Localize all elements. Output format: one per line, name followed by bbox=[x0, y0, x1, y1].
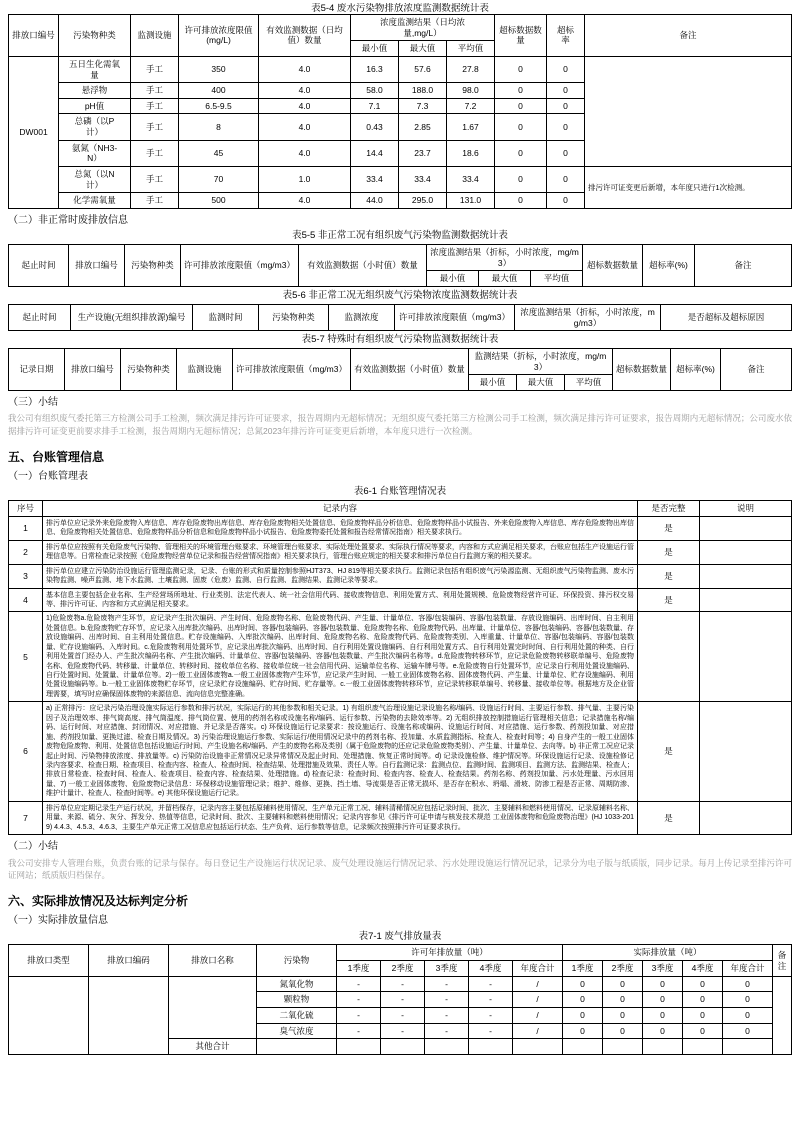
cell-permit-q3: - bbox=[425, 1023, 469, 1039]
th-remark: 备注 bbox=[773, 945, 792, 976]
th-permit-amount: 许可年排放量（吨） bbox=[337, 945, 563, 961]
cell-max: 57.6 bbox=[399, 56, 447, 82]
th-start-end: 起止时间 bbox=[9, 304, 71, 330]
cell-over-rate: 0 bbox=[547, 166, 585, 192]
cell-avg: 131.0 bbox=[447, 193, 495, 209]
cell-permit-q3: - bbox=[425, 976, 469, 992]
cell-pollutant: pH值 bbox=[59, 98, 131, 114]
cell-actual-q4: 0 bbox=[683, 1007, 723, 1023]
document-page bbox=[0, 3, 800, 1055]
cell-pollutant: 化学需氧量 bbox=[59, 193, 131, 209]
table-56-title: 表5-6 非正常工况无组织废气污染物浓度监测数据统计表 bbox=[282, 290, 518, 301]
cell-content: 排污单位应记录外来危险废物入库信息、库存危险废物出库信息、库存危险废物相关处置信息、危险废物样品分析信息、危险废物样品小试报告、外来危险废物入库信息、库存危险废物出库信息、危险废物相关处置信息、危险废物样品分析信息和危险废物样品小试报告、危险废物委托处置和报告经常情况指南）相关要求执行。 bbox=[43, 516, 638, 540]
cell-actual-q1: 0 bbox=[563, 1007, 603, 1023]
cell-over-rate: 0 bbox=[547, 83, 585, 99]
cell-complete: 是 bbox=[638, 516, 700, 540]
cell-permit-q4 bbox=[469, 1039, 513, 1055]
table-54-body bbox=[9, 56, 792, 208]
cell-permit-q1 bbox=[337, 1039, 381, 1055]
cell-valid: 4.0 bbox=[259, 114, 351, 140]
cell-over-count: 0 bbox=[495, 98, 547, 114]
table-row bbox=[9, 976, 792, 992]
cell-pollutant: 总氮（以N 计） bbox=[59, 166, 131, 192]
cell-over-rate: 0 bbox=[547, 56, 585, 82]
cell-limit: 400 bbox=[179, 83, 259, 99]
th-permit-q2: 2季度 bbox=[381, 961, 425, 977]
th-min: 最小值 bbox=[351, 41, 399, 57]
cell-actual-q4 bbox=[683, 1039, 723, 1055]
cell-permit-q4: - bbox=[469, 1007, 513, 1023]
th-limit: 许可排放浓度限值（mg/m3） bbox=[181, 245, 299, 287]
cell-valid: 4.0 bbox=[259, 98, 351, 114]
th-result: 浓度监测结果（折标，小时浓度，mg/m3） bbox=[515, 304, 661, 330]
cell-limit: 45 bbox=[179, 140, 259, 166]
cell-complete: 是 bbox=[638, 588, 700, 612]
cell-permit-q1: - bbox=[337, 992, 381, 1008]
cell-facility: 手工 bbox=[131, 166, 179, 192]
cell-actual-q2: 0 bbox=[603, 1007, 643, 1023]
table-61-title: 表6-1 台账管理情况表 bbox=[353, 486, 447, 498]
cell-facility: 手工 bbox=[131, 114, 179, 140]
cell-actual-year: 0 bbox=[723, 976, 773, 992]
cell-permit-year: / bbox=[513, 1007, 563, 1023]
th-source-code: 生产设施(无组织排放源)编号 bbox=[71, 304, 193, 330]
th-remark: 备注 bbox=[585, 15, 792, 57]
cell-limit: 500 bbox=[179, 193, 259, 209]
cell-actual-q4: 0 bbox=[683, 992, 723, 1008]
cell-remark: 排污许可证变更后新增，本年度只进行1次检测。 bbox=[585, 166, 792, 208]
cell-permit-year: / bbox=[513, 1023, 563, 1039]
cell-outlet-id: DW001 bbox=[9, 56, 59, 208]
cell-max: 33.4 bbox=[399, 166, 447, 192]
cell-actual-q1 bbox=[563, 1039, 603, 1055]
table-row bbox=[9, 588, 792, 612]
th-result: 监测结果（折标，小时浓度，mg/m3） bbox=[469, 349, 613, 375]
cell-avg: 98.0 bbox=[447, 83, 495, 99]
table-row bbox=[9, 56, 792, 82]
cell-avg: 7.2 bbox=[447, 98, 495, 114]
cell-other-total-label: 其他合计 bbox=[169, 1039, 257, 1055]
cell-pollutant: 氨氮（NH3- N） bbox=[59, 140, 131, 166]
th-outlet: 排放口编号 bbox=[9, 15, 59, 57]
th-actual-q3: 3季度 bbox=[643, 961, 683, 977]
th-outlet-type: 排放口类型 bbox=[9, 945, 89, 976]
cell-note bbox=[700, 540, 792, 564]
cell-over-count: 0 bbox=[495, 140, 547, 166]
cell-facility: 手工 bbox=[131, 193, 179, 209]
cell-over-count: 0 bbox=[495, 83, 547, 99]
table-row bbox=[9, 540, 792, 564]
th-pollutant: 污染物种类 bbox=[121, 349, 177, 391]
cell-permit-q2: - bbox=[381, 992, 425, 1008]
cell-permit-q3: - bbox=[425, 1007, 469, 1023]
table-55 bbox=[8, 244, 792, 287]
th-max: 最大值 bbox=[399, 41, 447, 57]
th-avg: 平均值 bbox=[565, 375, 613, 391]
th-outlet: 排放口编号 bbox=[65, 349, 121, 391]
th-avg: 平均值 bbox=[447, 41, 495, 57]
th-outlet-code: 排放口编码 bbox=[89, 945, 169, 976]
cell-note bbox=[700, 588, 792, 612]
cell-outlet-code bbox=[89, 976, 169, 1054]
cell-pollutant: 五日生化需氧 量 bbox=[59, 56, 131, 82]
cell-avg: 33.4 bbox=[447, 166, 495, 192]
table-55-title: 表5-5 非正常工况有组织废气污染物监测数据统计表 bbox=[292, 230, 508, 242]
th-limit: 许可排放浓度限值（mg/m3） bbox=[233, 349, 351, 391]
th-concentration: 监测浓度 bbox=[329, 304, 395, 330]
cell-no: 6 bbox=[9, 702, 43, 801]
cell-complete: 是 bbox=[638, 540, 700, 564]
cell-permit-q2 bbox=[381, 1039, 425, 1055]
cell-note bbox=[700, 801, 792, 834]
th-over-count: 超标数据数量 bbox=[495, 15, 547, 57]
table-61 bbox=[8, 500, 792, 835]
cell-permit-q2: - bbox=[381, 1007, 425, 1023]
cell-facility: 手工 bbox=[131, 140, 179, 166]
cell-min: 44.0 bbox=[351, 193, 399, 209]
cell-over-rate: 0 bbox=[547, 193, 585, 209]
cell-max: 295.0 bbox=[399, 193, 447, 209]
th-pollutant: 污染物种类 bbox=[259, 304, 329, 330]
th-over-rate: 超标率(%) bbox=[643, 245, 695, 287]
cell-over-count: 0 bbox=[495, 166, 547, 192]
section-5-sub-2: （二）小结 bbox=[8, 841, 58, 852]
th-exceed-reason: 是否超标及超标原因 bbox=[661, 304, 792, 330]
cell-actual-q1: 0 bbox=[563, 1023, 603, 1039]
th-permit-q3: 3季度 bbox=[425, 961, 469, 977]
section-abnormal-heading: （二）非正常时废排放信息 bbox=[8, 214, 128, 226]
cell-no: 5 bbox=[9, 612, 43, 702]
cell-min: 0.43 bbox=[351, 114, 399, 140]
cell-actual-q2: 0 bbox=[603, 1023, 643, 1039]
cell-complete: 是 bbox=[638, 564, 700, 588]
cell-actual-q3: 0 bbox=[643, 992, 683, 1008]
cell-actual-year: 0 bbox=[723, 1023, 773, 1039]
cell-permit-q1: - bbox=[337, 1007, 381, 1023]
section-5-summary: 我公司安排专人管理台账，负责台账的记录与保存。每日登记生产设施运行状况记录、废气处理设施运行情况记录、污水处理设施运行情况记录，记录分为电子版与纸质版，同步记录。每月上传记录至排污许可证网站；纸质版归档保存。 bbox=[8, 857, 792, 881]
th-outlet: 排放口编号 bbox=[69, 245, 125, 287]
cell-actual-q2: 0 bbox=[603, 976, 643, 992]
cell-content: 排污单位应建立污染防治设施运行管理监测记录，记录、台账的形式和质量控制参照HJT373、HJ 819等相关要求执行。监测记录包括有组织废气污染源监测、无组织废气污染物监测、废水污染物监测、噪声监测、地下水监测、土壤监测、固废（危废）监测、自行监测、监测结果、监测记录等要求。 bbox=[43, 564, 638, 588]
th-remark: 备注 bbox=[695, 245, 792, 287]
cell-pollutant: 颗粒物 bbox=[257, 992, 337, 1008]
cell-min: 33.4 bbox=[351, 166, 399, 192]
cell-actual-year: 0 bbox=[723, 1007, 773, 1023]
cell-pollutant: 总磷（以P 计） bbox=[59, 114, 131, 140]
th-facility: 监测设施 bbox=[131, 15, 179, 57]
cell-valid: 1.0 bbox=[259, 166, 351, 192]
cell-complete bbox=[638, 612, 700, 702]
th-avg: 平均值 bbox=[531, 271, 583, 287]
th-valid: 有效监测数据（日均值）数量 bbox=[259, 15, 351, 57]
th-actual-q4: 4季度 bbox=[683, 961, 723, 977]
th-content: 记录内容 bbox=[43, 501, 638, 517]
section-5-sub-1: （一）台账管理表 bbox=[8, 470, 88, 482]
cell-over-count: 0 bbox=[495, 114, 547, 140]
cell-min: 7.1 bbox=[351, 98, 399, 114]
cell-valid: 4.0 bbox=[259, 140, 351, 166]
th-max: 最大值 bbox=[479, 271, 531, 287]
section-6-heading: 六、实际排放情况及达标判定分析 bbox=[8, 894, 189, 908]
cell-content: 排污单位应定期记录生产运行状况，并留档保存，记录内容主要包括原辅料使用情况、生产单元正常工况、辅料清稀情况应包括记录时间、批次、主要辅料和燃料使用情况、记录原辅料名称、用量、来源、硫分、灰分、挥发分、热值等信息，记录时间、批次、主要辅料和燃料使用情况；记录内容参见《排污许可证申请与核发技术规范 工业固体废物和危险废物治理》(HJ 1033-2019) 4.4.3、4.5.3、4.6.3、主要生产单元正常工况信息应包括运行状态、生产负荷、运行参数等信息，记录频次按照排污许可证要求执行。 bbox=[43, 801, 638, 834]
cell-remark bbox=[585, 56, 792, 166]
th-max: 最大值 bbox=[517, 375, 565, 391]
th-valid: 有效监测数据（小时值）数量 bbox=[351, 349, 469, 391]
table-54 bbox=[8, 14, 792, 209]
cell-complete: 是 bbox=[638, 702, 700, 801]
th-complete: 是否完整 bbox=[638, 501, 700, 517]
cell-permit-q2: - bbox=[381, 1023, 425, 1039]
cell-permit-year: / bbox=[513, 976, 563, 992]
cell-permit-q1: - bbox=[337, 976, 381, 992]
th-actual-q1: 1季度 bbox=[563, 961, 603, 977]
th-valid: 有效监测数据（小时值）数量 bbox=[299, 245, 427, 287]
cell-actual-q1: 0 bbox=[563, 976, 603, 992]
table-row bbox=[9, 166, 792, 192]
cell-avg: 27.8 bbox=[447, 56, 495, 82]
th-permit-q1: 1季度 bbox=[337, 961, 381, 977]
th-record-date: 记录日期 bbox=[9, 349, 65, 391]
cell-complete: 是 bbox=[638, 801, 700, 834]
cell-no: 1 bbox=[9, 516, 43, 540]
cell-content: 基本信息主要包括企业名称、生产经营场所地址、行业类别、法定代表人、统一社会信用代码、接收废物信息、利用处置方式、利用处置规模、危险废物经营许可证、环保投资、排污权交易等、排污许可证、内容和方式应满足相关要求。 bbox=[43, 588, 638, 612]
th-remark: 备注 bbox=[721, 349, 792, 391]
cell-outlet-type bbox=[9, 976, 89, 1054]
cell-permit-q1: - bbox=[337, 1023, 381, 1039]
th-result: 浓度监测结果（折标，小时浓度，mg/m3） bbox=[427, 245, 583, 271]
table-57 bbox=[8, 348, 792, 391]
table-71-title: 表7-1 废气排放量表 bbox=[358, 930, 442, 942]
cell-actual-q4: 0 bbox=[683, 1023, 723, 1039]
cell-facility: 手工 bbox=[131, 83, 179, 99]
cell-pollutant: 二氧化硫 bbox=[257, 1007, 337, 1023]
th-actual-year: 年度合计 bbox=[723, 961, 773, 977]
th-facility: 监测设施 bbox=[177, 349, 233, 391]
cell-outlet-name bbox=[169, 976, 257, 1039]
cell-over-rate: 0 bbox=[547, 140, 585, 166]
th-outlet-name: 排放口名称 bbox=[169, 945, 257, 976]
th-min: 最小值 bbox=[427, 271, 479, 287]
th-limit: 许可排放浓度限值（mg/m3） bbox=[395, 304, 515, 330]
th-note: 说明 bbox=[700, 501, 792, 517]
th-result: 浓度监测结果（日均浓 量,mg/L） bbox=[351, 15, 495, 41]
cell-pollutant: 臭气浓度 bbox=[257, 1023, 337, 1039]
cell-pollutant: 氮氧化物 bbox=[257, 976, 337, 992]
table-57-title: 表5-7 特殊时有组织废气污染物监测数据统计表 bbox=[301, 334, 499, 346]
cell-actual-q2 bbox=[603, 1039, 643, 1055]
cell-content: 1)危险废物a.危险废物产生环节，应记录产生批次编码、产生时间、危险废物名称、危险废物代码、产生量、计量单位、容器/包装编码、容器/包装数量、存放设施编码、出库时间、自主利用处置信息。b.危险废物贮存环节，应记录入出库批次编码、出库时间、容器/包装编码、容器/包装数量、危险废物名称、危险废物代码、出库量、计量单位、容器/包装编码、容器/包装数量、存放设施编码、出库时间、自主利用处置信息。贮存设施编码、入库批次编码、出库时间、危险废物名称、危险废物代码、危险废物类别、入库重量、计量单位、容器/包装编码、容器/包装数量、贮存设施编码、入库时间。c.危险废物利用处置环节，应记录出库批次编码、出库时间、自行利用处置设施编码、自行利用处置方式、自行利用处置完时时间、自行利用处置的种类、自行利用处置首门经办人、产生批次编码名称、产生批次编码、计量单位、容器/包装编码、容器/包装数量、产生批次编码名称等。d.危险废物转移环节，应记录危险废物转移联单编号、危险废物名称、危险废物代码、转移量、计量单位、转移时间、接收单位名称、接收单位统一社会信用代码、运输单位名称、运输车牌号等。e.危险废物自行处置环节，应记录自行利用处置设施编码、自行处置时间、处置量、计量单位等。2)一般工业固体废物a.一般工业固体废物产生环节，应记录产生时间、一般工业固体废物名称、固体废物代码、产生量、计量单位、贮存设施编码、利用处置设施编码等。b.一般工业固体废物贮存环节，应记录贮存设施编码、贮存时间、贮存量等。c.一般工业固体废物转移环节，应记录转移联单编号、转移量、接收单位等。根据地方及企业管理需要，填写时应确保固体废物的来源信息、流向信息完整准确。 bbox=[43, 612, 638, 702]
cell-facility: 手工 bbox=[131, 98, 179, 114]
table-56 bbox=[8, 304, 792, 331]
table-54-title: 表5-4 废水污染物排放浓度监测数据统计表 bbox=[311, 3, 489, 12]
cell-no: 7 bbox=[9, 801, 43, 834]
cell-note bbox=[700, 612, 792, 702]
cell-content: 排污单位应按照有关危险废气污染物、管理相关的环境管理台账要求、环境管理台账要求、实际处理处置要求、实际执行情况等要求，内容和方式应满足相关要求，台账应包括生产设施运行管理信息等。日常检查记录按照《危险废物经营单位记录和报告经营情况指南》相关要求执行，管理台账应规定的相关要求和排污单位自行监测方案的相关要求。 bbox=[43, 540, 638, 564]
th-pollutant: 污染物种类 bbox=[125, 245, 181, 287]
cell-pollutant bbox=[257, 1039, 337, 1055]
cell-max: 23.7 bbox=[399, 140, 447, 166]
cell-over-rate: 0 bbox=[547, 98, 585, 114]
cell-permit-q2: - bbox=[381, 976, 425, 992]
table-row bbox=[9, 516, 792, 540]
cell-limit: 6.5-9.5 bbox=[179, 98, 259, 114]
cell-limit: 8 bbox=[179, 114, 259, 140]
th-over-count: 超标数据数量 bbox=[613, 349, 671, 391]
cell-valid: 4.0 bbox=[259, 83, 351, 99]
th-pollutant: 污染物种类 bbox=[59, 15, 131, 57]
cell-actual-q3: 0 bbox=[643, 1007, 683, 1023]
cell-permit-year: / bbox=[513, 992, 563, 1008]
cell-over-rate: 0 bbox=[547, 114, 585, 140]
cell-limit: 350 bbox=[179, 56, 259, 82]
cell-max: 188.0 bbox=[399, 83, 447, 99]
cell-remark bbox=[773, 976, 792, 1054]
cell-permit-q4: - bbox=[469, 976, 513, 992]
th-actual-amount: 实际排放量（吨） bbox=[563, 945, 773, 961]
cell-max: 7.3 bbox=[399, 98, 447, 114]
th-permit-q4: 4季度 bbox=[469, 961, 513, 977]
cell-permit-q3: - bbox=[425, 992, 469, 1008]
cell-permit-q3 bbox=[425, 1039, 469, 1055]
cell-min: 14.4 bbox=[351, 140, 399, 166]
cell-actual-q4: 0 bbox=[683, 976, 723, 992]
summary-paragraph: 我公司有组织废气委托第三方检测公司手工检测，频次满足排污许可证要求，报告周期内无超标情况；无组织废气委托第三方检测公司手工检测，频次满足排污许可证要求，报告周期内无超标情况；公司废水依据排污许可证变更前要求排手工检测，报告周期内无超标情况；总氮2023年排污许可证变更后新增，本年度只进行一次检测。 bbox=[8, 413, 792, 437]
cell-actual-q3: 0 bbox=[643, 1023, 683, 1039]
cell-over-count: 0 bbox=[495, 56, 547, 82]
th-pollutant: 污染物 bbox=[257, 945, 337, 976]
cell-min: 58.0 bbox=[351, 83, 399, 99]
cell-content: a) 正常排污：应记录污染治理设施实际运行参数和排污状况，实际运行的其他参数和相关记录。1) 有组织废气治理设施记录设施名称/编码、设施运行时间、主要运行参数、排气量、主要污染因子及治理效率、排气筒高度、排气筒温度、排气筒位置、使用的药剂名称或设施名称/编码、运行参数、污染物的去除效率等。2) 无组织排放控制措施运行管理相关信息；记录措施名称/编码、运行时间、对应措施、封闭情况、对应措施、并记录是否落实。c) 环保设施运行记录要求：按设施运行、设施名称或编码、设施运行时间、对应措施、运行参数、药剂投加量、对应措施、药剂投加量、更换过滤、检查日期及情况。3) 污染治理设施运行参数、实际运行/使用情况记录中的药剂名称、投加量、水质监测指标、检查人、检查时间等；4) 自身产生的一般工业固体废物危险废物、利用、处置信息包括设施运行时间、产生设施名称/编码、产生的废物名称及类别（属于危险废物的还应记录危险废物类别）、产生量、计量单位、去向等。b) 非正常工况应记录起止时间、污染物排放浓度、排放量等。c) 污染防治设施非正常情况记录异常情况及起止时间、处理措施、恢复正常时间等。d) 记录设施检修、维护情况等。环保设施运行记录、设施检修记录内容要求、检查日期、检查项目、检查内容、检查人、检查时间、检查结果、处理措施及效果、责任人等。自行监测记录：监测点位、监测时间、监测项目、监测方法、监测结果、检查人；排放日常检查、检查时间、检查人、检查项目、检查内容、检查结果、处理措施。d) 检查记录：检查时间、检查内容、检查人、检查结果。药剂名称、药剂投加量、污水处理量、污水回用量、7) 一般工业固体废物、危险废物记录信息：环保移动设施管理记录；维护、维修、更换、挡土墙、导流渠是否正常无损坏、是否存在积水、坍塌、滑坡、防渗工程是否正常、周期防渗、维护计量计、检查人、检查时间等。e) 其他环保设施运行记录。 bbox=[43, 702, 638, 801]
th-permit-year: 年度合计 bbox=[513, 961, 563, 977]
cell-pollutant: 悬浮物 bbox=[59, 83, 131, 99]
th-min: 最小值 bbox=[469, 375, 517, 391]
cell-avg: 1.67 bbox=[447, 114, 495, 140]
cell-actual-q3: 0 bbox=[643, 976, 683, 992]
th-over-rate: 超标率(%) bbox=[671, 349, 721, 391]
table-row bbox=[9, 564, 792, 588]
section-5-heading: 五、台账管理信息 bbox=[8, 449, 105, 464]
cell-facility: 手工 bbox=[131, 56, 179, 82]
cell-permit-year bbox=[513, 1039, 563, 1055]
cell-valid: 4.0 bbox=[259, 193, 351, 209]
cell-limit: 70 bbox=[179, 166, 259, 192]
cell-actual-year: 0 bbox=[723, 992, 773, 1008]
th-actual-q2: 2季度 bbox=[603, 961, 643, 977]
cell-over-count: 0 bbox=[495, 193, 547, 209]
th-limit: 许可排放浓度限值 (mg/L) bbox=[179, 15, 259, 57]
cell-no: 2 bbox=[9, 540, 43, 564]
th-monitor-time: 监测时间 bbox=[193, 304, 259, 330]
cell-permit-q4: - bbox=[469, 992, 513, 1008]
cell-actual-q2: 0 bbox=[603, 992, 643, 1008]
th-over-rate: 超标 率 bbox=[547, 15, 585, 57]
cell-avg: 18.6 bbox=[447, 140, 495, 166]
cell-min: 16.3 bbox=[351, 56, 399, 82]
section-summary-heading: （三）小结 bbox=[8, 396, 58, 408]
table-row bbox=[9, 612, 792, 702]
cell-no: 4 bbox=[9, 588, 43, 612]
cell-note bbox=[700, 516, 792, 540]
cell-max: 2.85 bbox=[399, 114, 447, 140]
table-row bbox=[9, 801, 792, 834]
cell-actual-q1: 0 bbox=[563, 992, 603, 1008]
cell-permit-q4: - bbox=[469, 1023, 513, 1039]
cell-valid: 4.0 bbox=[259, 56, 351, 82]
cell-note bbox=[700, 564, 792, 588]
section-6-sub-1: （一）实际排放量信息 bbox=[8, 915, 108, 926]
table-row bbox=[9, 702, 792, 801]
table-71 bbox=[8, 944, 792, 1054]
cell-actual-q3 bbox=[643, 1039, 683, 1055]
th-no: 序号 bbox=[9, 501, 43, 517]
th-over-count: 超标数据数量 bbox=[583, 245, 643, 287]
cell-note bbox=[700, 702, 792, 801]
cell-no: 3 bbox=[9, 564, 43, 588]
cell-actual-year bbox=[723, 1039, 773, 1055]
th-start-end: 起止时间 bbox=[9, 245, 69, 287]
